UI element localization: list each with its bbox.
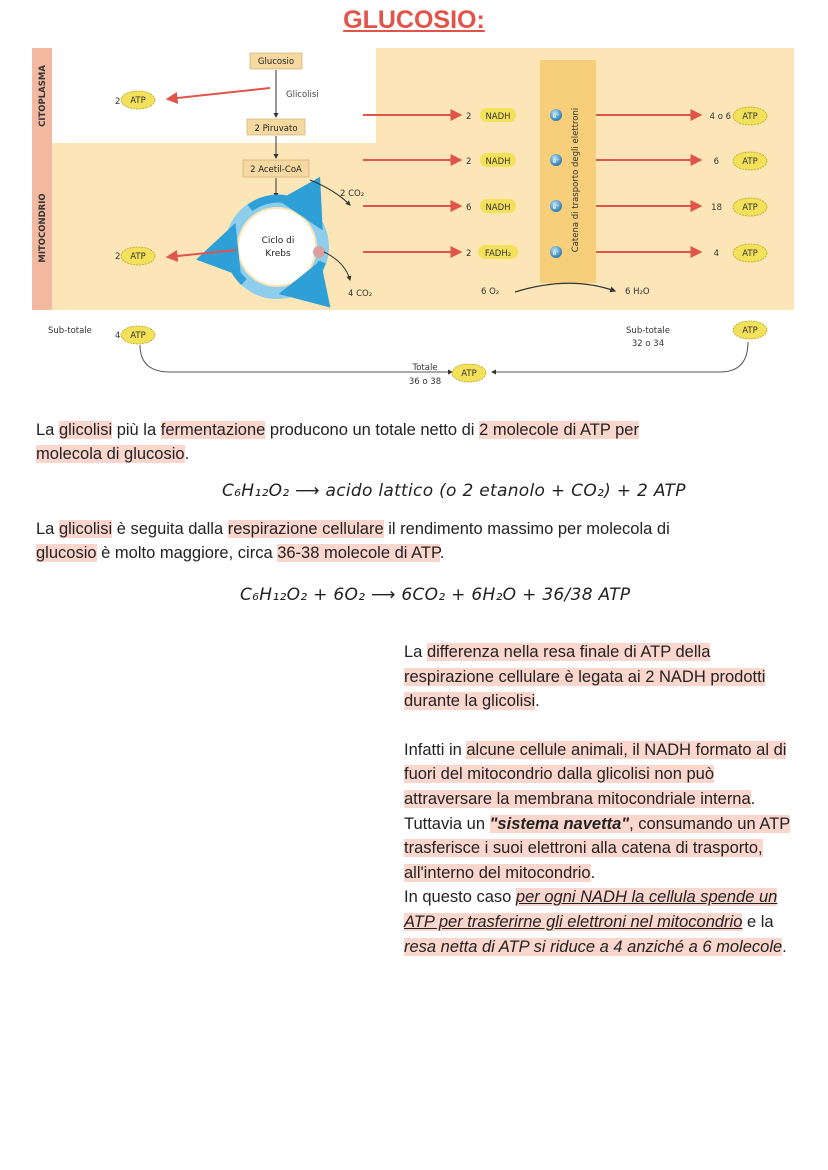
equation-respiration: C₆H₁₂O₂ + 6O₂ ⟶ 6CO₂ + 6H₂O + 36/38 ATP [240,585,631,605]
page-title: GLUCOSIO: [343,6,485,34]
p1-fermentazione: fermentazione [160,421,266,439]
subtotal-left-value: 4 [115,331,121,341]
subtotal-left-label: Sub-totale [48,326,92,336]
svg-text:NADH: NADH [485,112,511,122]
r3-b: "sistema navetta" [489,814,630,833]
svg-text:2: 2 [466,157,472,167]
svg-text:NADH: NADH [485,203,511,213]
right-column-notes [404,640,794,959]
p2-glicolisi: glicolisi [58,520,113,538]
paragraph-fermentation [36,418,796,466]
r1-a: La [404,643,427,661]
r1-b: differenza nella resa finale di ATP della respirazione cellulare è legata ai 2 NADH prodotti durante la glicolisi [404,643,766,711]
oxygen-text: 6 O₂ [481,287,500,297]
r2-b: alcune cellule animali, il NADH formato al di fuori del mitocondrio dalla glicolisi non può attraversare la membrana mitocondriale interna [404,740,787,808]
p2-atp: 36-38 molecole di ATP [277,544,440,562]
note-shuttle [404,812,794,886]
svg-text:ATP: ATP [742,203,758,213]
atp-subtotal-left-label: ATP [130,331,146,341]
svg-text:2: 2 [466,112,472,122]
p2-i: . [439,544,445,562]
r1-c: . [535,692,540,711]
atp-left-label-1: ATP [130,96,146,106]
svg-text:NADH: NADH [485,157,511,167]
total-value: 36 o 38 [408,377,442,387]
krebs-cycle-core [239,209,315,285]
r4-c: e la [742,912,774,931]
p1-e: producono un totale netto di [265,421,480,439]
water-text: 6 H₂O [625,287,650,297]
subtotal-right-label: Sub-totale [626,326,670,336]
svg-text:2: 2 [466,249,472,259]
cytoplasm-label: CITOPLASMA [38,65,48,127]
p2-a: La [36,520,59,538]
svg-text:ATP: ATP [742,249,758,259]
atp-left-count-2: 2 [115,252,121,262]
r3-a: Tuttavia un [404,814,490,833]
subtotal-right-value: 32 o 34 [631,339,665,349]
svg-text:ATP: ATP [742,157,758,167]
p2-c: è seguita dalla [112,520,228,538]
glycolysis-text: Glicolisi [286,90,319,100]
p1-h: . [184,445,190,463]
cytoplasm-white-area [52,48,376,143]
r4-b: per ogni NADH la cellula spende un ATP per trasferirne gli elettroni nel mitocondrio [404,888,778,931]
p2-e: il rendimento massimo per molecola di [383,520,670,538]
total-arrow-right [492,342,748,372]
svg-text:e⁻: e⁻ [552,204,560,211]
p2-respirazione: respirazione cellulare [227,520,384,538]
svg-text:e⁻: e⁻ [552,158,560,165]
svg-text:4: 4 [713,249,719,259]
pyruvate-text: 2 Piruvato [254,124,298,134]
svg-text:ATP: ATP [742,112,758,122]
atp-subtotal-right-label: ATP [742,326,758,336]
note-net-yield [404,885,794,959]
paragraph-respiration [36,517,796,565]
spacer [404,714,794,738]
mitochondrion-label: MITOCONDRIO [38,193,48,263]
krebs-text-1: Ciclo di [261,236,295,246]
acetylcoa-text: 2 Acetil-CoA [250,165,302,175]
p1-a: La [36,421,59,439]
r4-e: . [782,937,787,956]
svg-text:18: 18 [711,203,722,213]
svg-text:e⁻: e⁻ [552,250,560,257]
svg-text:e⁻: e⁻ [552,113,560,120]
co2-small-text: 2 CO₂ [340,189,365,199]
atp-left-label-2: ATP [130,252,146,262]
krebs-text-2: Krebs [265,249,291,259]
equation-fermentation: C₆H₁₂O₂ ⟶ acido lattico (o 2 etanolo + CO₂) + 2 ATP [222,481,686,501]
svg-text:FADH₂: FADH₂ [484,249,512,259]
note-difference [404,640,794,714]
krebs-exit-dot [313,246,325,258]
p1-f: 2 molecole di ATP per [479,421,639,439]
svg-text:6: 6 [713,157,719,167]
atp-left-count-1: 2 [115,97,121,107]
p1-c: più la [112,421,161,439]
svg-text:6: 6 [466,203,472,213]
p2-g: è molto maggiore, circa [96,544,278,562]
electron-chain-text: Catena di trasporto degli elettroni [571,107,581,253]
total-arrow-left [140,345,452,372]
atp-total-label: ATP [461,369,477,379]
note-animal-cells [404,738,794,812]
r2-c: . [750,789,756,808]
p1-g: molecola di glucosio [36,445,185,463]
r4-a: In questo caso [404,888,516,907]
co2-krebs-text: 4 CO₂ [348,289,373,299]
total-label: Totale [412,363,438,373]
electron-chain-column [540,60,596,283]
r4-d: resa netta di ATP si riduce a 4 anziché a 6 molecole [404,937,783,956]
svg-text:4 o 6: 4 o 6 [709,112,731,122]
p2-glucosio: glucosio [36,544,97,562]
atp-yield-diagram [0,40,828,395]
r3-d: . [590,863,596,882]
r2-a: Infatti in [404,740,467,759]
p1-glicolisi: glicolisi [58,421,113,439]
glucose-text: Glucosio [257,57,295,67]
r3-c: , consumando un ATP trasferisce i suoi elettroni alla catena di trasporto, all'interno del mitocondrio [404,814,791,882]
